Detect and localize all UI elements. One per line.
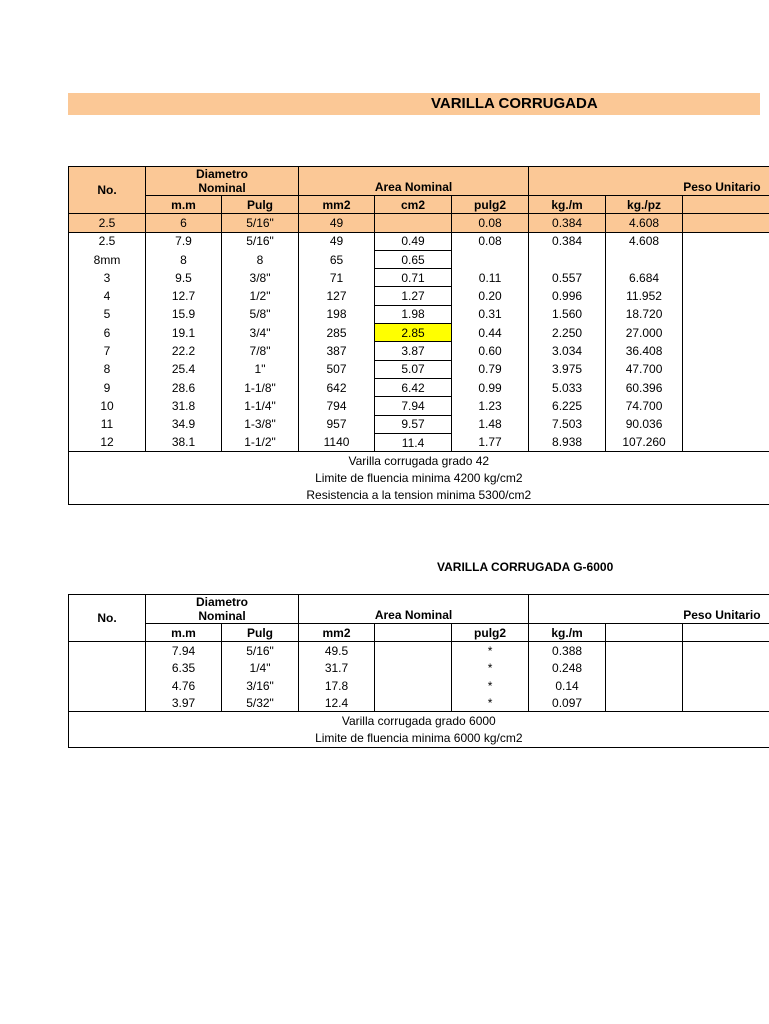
table-cell: 5.07 (375, 360, 452, 378)
table-cell (606, 694, 683, 712)
table-row (69, 324, 769, 342)
header-pulg2: pulg2 (452, 624, 529, 642)
table-row (69, 342, 769, 360)
table-row (69, 642, 769, 660)
note-text: Varilla corrugada grado 6000 (69, 712, 769, 730)
table-cell: 8 (146, 250, 222, 268)
note-text: Limite de fluencia minima 4200 kg/cm2 (69, 469, 769, 486)
table-cell: * (452, 660, 529, 677)
table-cell: 1-1/4" (222, 397, 299, 415)
table-cell: 0.384 (529, 214, 606, 232)
table-cell: 7/8" (222, 342, 299, 360)
table-cell: 11.4 (375, 433, 452, 451)
table-cell: 31.7 (299, 660, 375, 677)
table-row (69, 360, 769, 378)
table-cell: 794 (299, 397, 375, 415)
table1-notes (69, 452, 769, 505)
header-kgm: kg./m (529, 196, 606, 214)
table-cell: 0.31 (452, 305, 529, 323)
table-cell: 12.4 (299, 694, 375, 712)
table-cell: 1/2" (222, 287, 299, 305)
table-cell: 1.23 (452, 397, 529, 415)
table-cell: 507 (299, 360, 375, 378)
header-nominal: Nominal (198, 181, 246, 195)
table-cell: 1.77 (452, 433, 529, 451)
header-kgm: kg./m (529, 624, 606, 642)
table-cell: 0.996 (529, 287, 606, 305)
header-diametro-nominal (146, 595, 299, 624)
table-cell (683, 415, 769, 433)
table-row (69, 378, 769, 396)
table-cell: 8mm (69, 250, 146, 268)
table-row (69, 269, 769, 287)
table1-first-row-group (69, 214, 769, 232)
table-cell: 25.4 (146, 360, 222, 378)
table-cell: 47.700 (606, 360, 683, 378)
table-cell: 6 (69, 324, 146, 342)
table-cell: 107.260 (606, 433, 683, 451)
table-row (69, 397, 769, 415)
table-cell: 3/4" (222, 324, 299, 342)
table-cell: 1.98 (375, 305, 452, 323)
table-cell (683, 397, 769, 415)
table1-body (69, 232, 769, 452)
table-row (69, 677, 769, 694)
table-cell: 3.97 (146, 694, 222, 712)
table-cell: 71 (299, 269, 375, 287)
table-varilla-corrugada (68, 166, 769, 505)
table-row (69, 694, 769, 712)
table-cell: 7.503 (529, 415, 606, 433)
table-cell: 0.99 (452, 378, 529, 396)
table2-viewport (68, 594, 761, 748)
table-cell: 5/16" (222, 642, 299, 660)
table-cell: 4.608 (606, 214, 683, 232)
table-cell: 0.44 (452, 324, 529, 342)
table-cell (683, 378, 769, 396)
table-cell: 1/4" (222, 660, 299, 677)
table-cell: 49.5 (299, 642, 375, 660)
table-cell: 38.1 (146, 433, 222, 451)
table-row (69, 250, 769, 268)
table-cell (375, 642, 452, 660)
note-row (69, 712, 769, 730)
table-cell (683, 250, 769, 268)
table1-viewport (68, 166, 761, 503)
table-cell: 6.684 (606, 269, 683, 287)
table-cell (69, 642, 146, 660)
table-cell: 6.42 (375, 378, 452, 396)
table-cell: 5/32" (222, 694, 299, 712)
header-diametro-nominal (146, 167, 299, 196)
note-row (69, 487, 769, 505)
table-cell (606, 250, 683, 268)
table-cell (69, 694, 146, 712)
header-mm2: mm2 (299, 624, 375, 642)
table-cell: 285 (299, 324, 375, 342)
table-cell: 3 (69, 269, 146, 287)
table-cell (69, 677, 146, 694)
table-cell (683, 232, 769, 250)
header-diametro: Diametro (196, 595, 249, 609)
table-row (69, 287, 769, 305)
table-cell: 6 (146, 214, 222, 232)
table2-title: VARILLA CORRUGADA G-6000 (437, 560, 614, 574)
table-cell: 49 (299, 214, 375, 232)
table-cell: 18.720 (606, 305, 683, 323)
header-diametro: Diametro (196, 167, 249, 181)
title-bar (68, 93, 760, 115)
table-cell: 5.033 (529, 378, 606, 396)
table-cell: 11 (69, 415, 146, 433)
note-row (69, 730, 769, 748)
table-row (69, 232, 769, 250)
note-text: Resistencia a la tension minima 5300/cm2 (69, 487, 769, 505)
table-cell: 65 (299, 250, 375, 268)
table-cell: 4.608 (606, 232, 683, 250)
table-cell: 0.65 (375, 250, 452, 268)
header-no: No. (69, 595, 146, 642)
table-cell: 5/8" (222, 305, 299, 323)
table-cell: 5 (69, 305, 146, 323)
header-peso-unitario: Peso Unitario (529, 595, 769, 624)
table-cell (683, 642, 769, 660)
table-cell (375, 694, 452, 712)
note-row (69, 469, 769, 486)
table-cell: 8 (222, 250, 299, 268)
table-cell: 2.5 (69, 232, 146, 250)
header-peso-unitario: Peso Unitario (529, 167, 769, 196)
table-cell: 0.384 (529, 232, 606, 250)
table-cell: 9.57 (375, 415, 452, 433)
table-cell: 0.20 (452, 287, 529, 305)
table-cell: 5/16" (222, 214, 299, 232)
table-cell (375, 677, 452, 694)
table-cell: 8 (69, 360, 146, 378)
table-row (69, 415, 769, 433)
header-nominal: Nominal (198, 609, 246, 623)
table-cell: 34.9 (146, 415, 222, 433)
table-cell: 957 (299, 415, 375, 433)
table-cell (683, 342, 769, 360)
table-cell: 11.952 (606, 287, 683, 305)
table-cell: 4.76 (146, 677, 222, 694)
table-cell: 0.248 (529, 660, 606, 677)
table-cell: 1-1/2" (222, 433, 299, 451)
header-mm: m.m (146, 196, 222, 214)
table-cell: 7 (69, 342, 146, 360)
table-cell: 0.11 (452, 269, 529, 287)
table-cell (683, 677, 769, 694)
header-no: No. (69, 167, 146, 214)
table2-body (69, 642, 769, 712)
table-cell (69, 660, 146, 677)
table-cell: 0.71 (375, 269, 452, 287)
table-cell: 1.27 (375, 287, 452, 305)
header-pulg: Pulg (222, 196, 299, 214)
table-cell (683, 287, 769, 305)
table-cell: 642 (299, 378, 375, 396)
table-cell: 0.79 (452, 360, 529, 378)
table-cell: 3.87 (375, 342, 452, 360)
header-mm: m.m (146, 624, 222, 642)
table-cell: 3.034 (529, 342, 606, 360)
table-cell (683, 305, 769, 323)
table-cell: 6.35 (146, 660, 222, 677)
table-cell: 1.48 (452, 415, 529, 433)
table2-notes (69, 712, 769, 748)
table-cell (683, 660, 769, 677)
table-varilla-g6000 (68, 594, 769, 748)
table-cell (683, 324, 769, 342)
table-cell: 2.5 (69, 214, 146, 232)
table-cell: 36.408 (606, 342, 683, 360)
table-cell (606, 660, 683, 677)
note-text: Limite de fluencia minima 6000 kg/cm2 (69, 730, 769, 748)
table-cell: 0.49 (375, 232, 452, 250)
table-cell (606, 642, 683, 660)
table-cell (683, 269, 769, 287)
table-cell: 2.250 (529, 324, 606, 342)
table-cell: 0.08 (452, 232, 529, 250)
table-cell: 9 (69, 378, 146, 396)
table-cell: 3/8" (222, 269, 299, 287)
header-area-nominal: Area Nominal (299, 167, 529, 196)
table-cell: 74.700 (606, 397, 683, 415)
table-cell: 7.9 (146, 232, 222, 250)
table-cell (375, 660, 452, 677)
note-row (69, 452, 769, 470)
table-cell: 0.60 (452, 342, 529, 360)
header-pulg2: pulg2 (452, 196, 529, 214)
table-cell: 1.560 (529, 305, 606, 323)
table-cell: * (452, 642, 529, 660)
table-cell (683, 433, 769, 451)
table-cell: 0.557 (529, 269, 606, 287)
table-cell: 3/16" (222, 677, 299, 694)
table-cell: 1-3/8" (222, 415, 299, 433)
header-pulg: Pulg (222, 624, 299, 642)
table-cell: 1" (222, 360, 299, 378)
table-cell (683, 360, 769, 378)
table-cell: 0.388 (529, 642, 606, 660)
table-cell: 60.396 (606, 378, 683, 396)
table-cell: 90.036 (606, 415, 683, 433)
table-cell: 0.097 (529, 694, 606, 712)
header-area-nominal: Area Nominal (299, 595, 529, 624)
table-cell: 6.225 (529, 397, 606, 415)
table-cell: 49 (299, 232, 375, 250)
table-cell: 17.8 (299, 677, 375, 694)
table-cell: * (452, 677, 529, 694)
table-cell (683, 694, 769, 712)
table-cell: 22.2 (146, 342, 222, 360)
table-row (69, 305, 769, 323)
table-cell (529, 250, 606, 268)
table-cell: 1140 (299, 433, 375, 451)
table-cell: 0.08 (452, 214, 529, 232)
table-cell: 7.94 (146, 642, 222, 660)
table-cell (606, 677, 683, 694)
table-cell: 19.1 (146, 324, 222, 342)
table-cell: 3.975 (529, 360, 606, 378)
table-cell: 12.7 (146, 287, 222, 305)
note-text: Varilla corrugada grado 42 (69, 452, 769, 470)
header-mm2: mm2 (299, 196, 375, 214)
table-cell: 198 (299, 305, 375, 323)
table-cell: 1-1/8" (222, 378, 299, 396)
table-cell: 5/16" (222, 232, 299, 250)
table-row (69, 214, 769, 232)
table-cell (452, 250, 529, 268)
page-title: VARILLA CORRUGADA (431, 95, 598, 112)
table-cell: 8.938 (529, 433, 606, 451)
table-cell: 127 (299, 287, 375, 305)
table-cell: 27.000 (606, 324, 683, 342)
table-row (69, 433, 769, 451)
table-cell: 4 (69, 287, 146, 305)
table-cell: 2.85 (375, 324, 452, 342)
table-cell: 9.5 (146, 269, 222, 287)
header-kgpz: kg./pz (606, 196, 683, 214)
table-cell: 7.94 (375, 397, 452, 415)
table-cell: 28.6 (146, 378, 222, 396)
table-row (69, 660, 769, 677)
table-cell: 10 (69, 397, 146, 415)
table-cell: * (452, 694, 529, 712)
table-cell: 31.8 (146, 397, 222, 415)
table-cell: 12 (69, 433, 146, 451)
table-cell: 15.9 (146, 305, 222, 323)
header-cm2: cm2 (375, 196, 452, 214)
table-cell: 0.14 (529, 677, 606, 694)
table-cell: 387 (299, 342, 375, 360)
table-cell (683, 214, 769, 232)
table-cell (375, 214, 452, 232)
